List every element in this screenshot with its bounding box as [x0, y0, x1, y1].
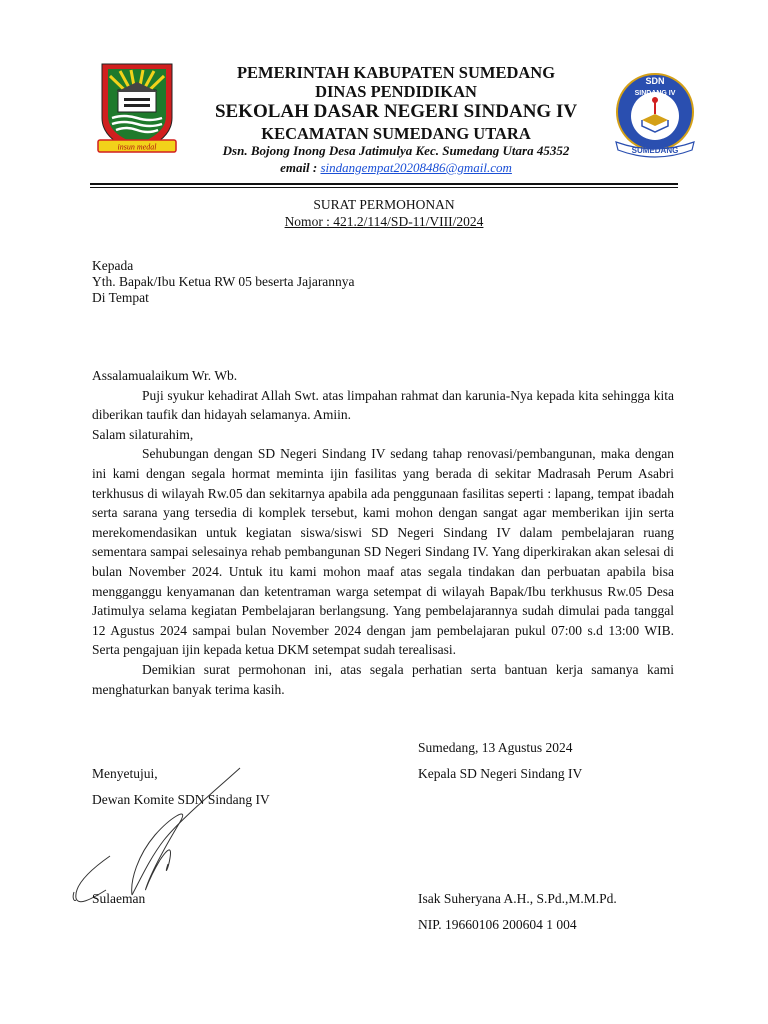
email-link[interactable]: sindangempat20208486@gmail.com	[320, 160, 512, 175]
paragraph-closing: Demikian surat permohonan ini, atas segala perhatian serta bantuan kerja samanya kami menghaturkan banyak terima kasih.	[92, 661, 674, 697]
letterhead-email-line	[190, 160, 602, 176]
handwritten-signature	[60, 760, 260, 910]
committee-title: Dewan Komite SDN Sindang IV	[92, 792, 270, 807]
principal-name: Isak Suheryana A.H., S.Pd.,M.M.Pd.	[418, 891, 617, 906]
principal-title: Kepala SD Negeri Sindang IV	[418, 766, 583, 781]
greeting: Assalamualaikum Wr. Wb.	[92, 368, 238, 383]
approval-label: Menyetujui,	[92, 766, 158, 781]
letterhead-department: DINAS PENDIDIKAN	[315, 82, 477, 101]
sumedang-regency-logo	[96, 60, 178, 160]
letterhead-divider-thin	[90, 187, 678, 188]
paragraph-request: Sehubungan dengan SD Negeri Sindang IV sedang tahap renovasi/pembangunan, maka dengan ini kami dengan segala hormat meminta ijin fasilitas yang berada di sekitar Madrasah Perum Asabri terkhusus di wilayah Rw.05 dan sekitarnya apabila ada penggunaan fasilitas seperti : lapang, tempat ibadah serta sarana yang tersedia di komplek tersebut, kami mohon dengan sangat agar memberikan ijin serta merekomendasikan untuk kegiatan siswa/siswi SD Negeri Sindang IV dalam pembelajaran ruang sementara sampai selesainya rehab pembangunan SD Negeri Sindang IV. Yang diperkirakan akan selesai di bulan November 2024. Untuk itu kami mohon maaf atas segala tindakan dan perbuatan apabila bisa mengganggu kenyamanan dan ketentraman warga setempat di wilayah Bapak/Ibu terkhusus Rw.05 Desa Jatimulya selama kegiatan Pembelajaran berlangsung. Yang pembelajarannya sudah dimulai pada tanggal 12 Agustus 2024 sampai bulan November 2024 dengan jam pembelajaran pukul 07:00 s.d 13:00 WIB. Serta pengajuan ijin kepada ketua DKM setempat sudah terealisasi.	[92, 446, 674, 658]
letterhead-school: SEKOLAH DASAR NEGERI SINDANG IV	[214, 101, 578, 122]
principal-nip: NIP. 19660106 200604 1 004	[418, 917, 577, 932]
letter-body	[92, 366, 674, 699]
sdn-sindang-iv-logo	[612, 70, 698, 162]
letterhead-government: PEMERINTAH KABUPATEN SUMEDANG	[236, 63, 556, 82]
paragraph-opening: Puji syukur kehadirat Allah Swt. atas limpahan rahmat dan karunia-Nya kepada kita sehingga kita diberikan taufik dan hidayah selamanya. Amiin.	[92, 387, 674, 423]
letterhead-divider-thick	[90, 183, 678, 185]
recipient-name: Yth. Bapak/Ibu Ketua RW 05 beserta Jajarannya	[92, 274, 355, 289]
email-label: email :	[280, 160, 321, 175]
logo-top-text: SDN	[645, 76, 665, 86]
letter-title: SURAT PERMOHONAN	[313, 197, 455, 212]
logo-banner-text: insun medal	[117, 142, 157, 152]
logo-banner-text: SUMEDANG	[631, 146, 679, 155]
committee-signer-name: Sulaeman	[92, 891, 146, 906]
logo-ring-text: SINDANG IV	[634, 90, 676, 97]
date-place: Sumedang, 13 Agustus 2024	[418, 740, 573, 755]
letter-number: Nomor : 421.2/114/SD-11/VIII/2024	[284, 214, 484, 229]
salutation: Salam silaturahim,	[92, 426, 194, 442]
letterhead-district: KECAMATAN SUMEDANG UTARA	[261, 124, 531, 143]
letterhead-address: Dsn. Bojong Inong Desa Jatimulya Kec. Sumedang Utara 45352	[222, 143, 570, 158]
recipient-to: Kepada	[92, 258, 134, 273]
recipient-place: Di Tempat	[92, 290, 149, 305]
